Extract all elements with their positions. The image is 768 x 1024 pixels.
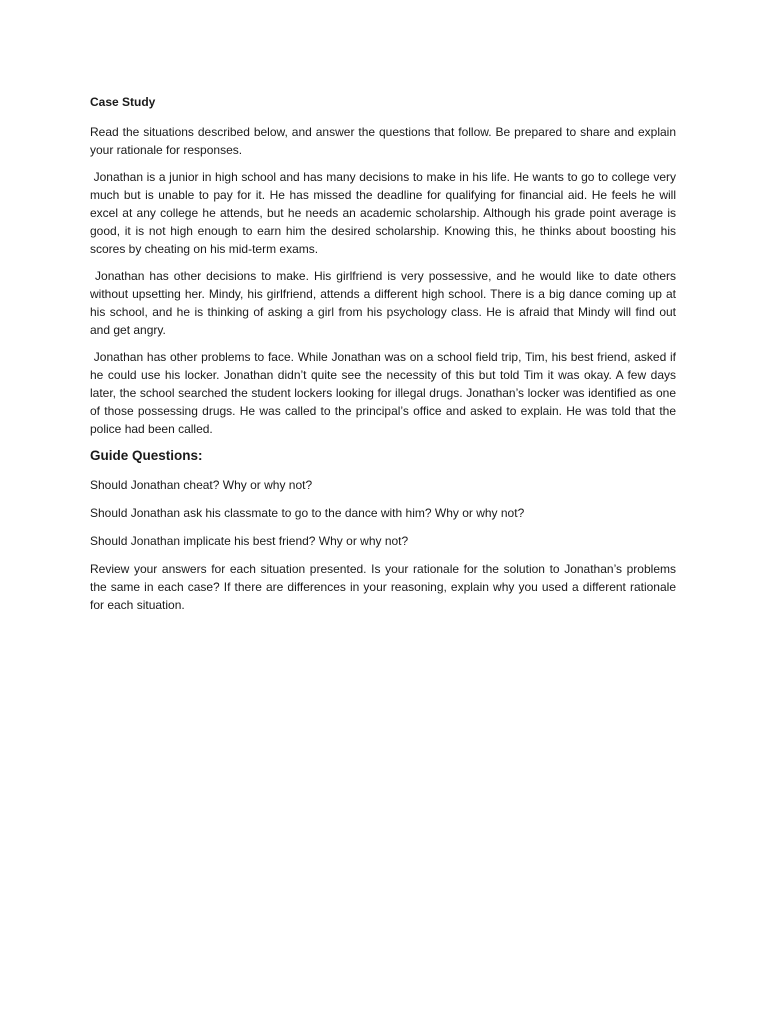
document-page xyxy=(90,94,676,614)
closing-paragraph: Review your answers for each situation presented. Is your rationale for the solution to Jonathan’s problems the same in each case? If there are differences in your reasoning, explain why you used a different rationale for each situation. xyxy=(90,562,676,612)
instructions-paragraph: Read the situations described below, and answer the questions that follow. Be prepared to share and explain your rationale for responses. xyxy=(90,125,676,157)
page-title: Case Study xyxy=(90,95,156,109)
guide-question-3: Should Jonathan implicate his best friend? Why or why not? xyxy=(90,534,409,548)
guide-question-1: Should Jonathan cheat? Why or why not? xyxy=(90,478,313,492)
situation-paragraph-2: Jonathan has other decisions to make. His girlfriend is very possessive, and he would like to date others without upsetting her. Mindy, his girlfriend, attends a different high school. There is a big dance coming up at his school, and he is thinking of asking a girl from his psychology class. He is afraid that Mindy will find out and get angry. xyxy=(90,269,676,337)
guide-questions-heading: Guide Questions: xyxy=(90,448,203,463)
situation-paragraph-3: Jonathan has other problems to face. While Jonathan was on a school field trip, Tim, his best friend, asked if he could use his locker. Jonathan didn’t quite see the necessity of this but told Tim it was okay. A few days later, the school searched the student lockers looking for illegal drugs. Jonathan’s locker was identified as one of those possessing drugs. He was called to the principal’s office and asked to explain. He was told that the police had been called. xyxy=(90,350,676,436)
situation-paragraph-1: Jonathan is a junior in high school and has many decisions to make in his life. He wants to go to college very much but is unable to pay for it. He has missed the deadline for qualifying for financial aid. He feels he will excel at any college he attends, but he needs an academic scholarship. Although his grade point average is good, it is not high enough to earn him the desired scholarship. Knowing this, he thinks about boosting his scores by cheating on his mid-term exams. xyxy=(90,170,676,256)
guide-question-2: Should Jonathan ask his classmate to go to the dance with him? Why or why not? xyxy=(90,506,525,520)
